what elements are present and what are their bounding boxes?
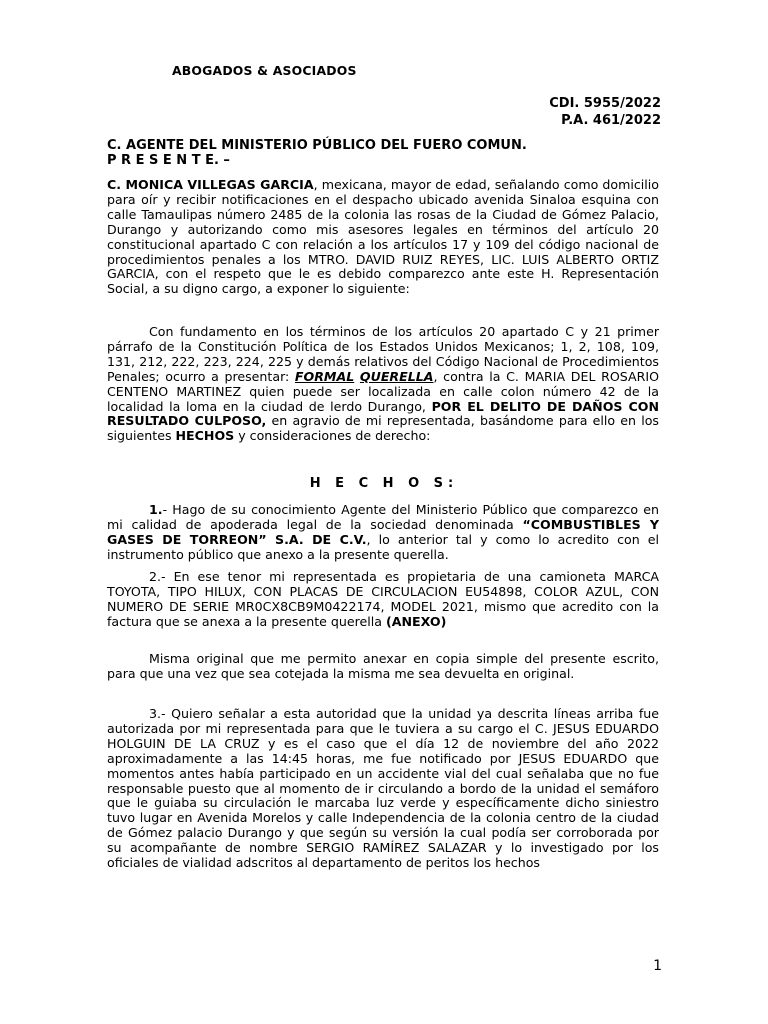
addressee-block xyxy=(107,138,659,168)
page-number: 1 xyxy=(653,958,662,974)
hecho-3-text: 3.- Quiero señalar a esta autoridad que la unidad ya descrita líneas arriba fue autorizada por mi representada para que le tuviera a su cargo el C. JESUS EDUARDO HOLGUIN DE LA CRUZ y es el caso que el día 12 de noviembre del año 2022 aproximadamente a las 14:45 horas, me fue notificado por JESUS EDUARDO que momentos antes había participado en un accidente vial del cual señalaba que no fue responsable puesto que al momento de ir circulando a bordo de la unidad el semáforo que le guiaba su circulación le marcaba luz verde y específicamente dicho siniestro tuvo lugar en Avenida Morelos y calle Independencia de la colonia centro de la ciudad de Gómez palacio Durango y que según su versión la cual podía ser corroborada por su acompañante de nombre SERGIO RAMÍREZ SALAZAR y lo investigado por los oficiales de vialidad adscritos al departamento de peritos los hechos xyxy=(107,706,659,871)
company-name: “COMBUSTIBLES Y GASES DE TORREON” S.A. DE C.V. xyxy=(107,516,659,547)
firm-header: ABOGADOS & ASOCIADOS xyxy=(172,63,357,78)
delito-text: POR EL DELITO DE DAÑOS CON RESULTADO CULPOSO, xyxy=(107,398,659,429)
hecho-1-paragraph xyxy=(107,503,659,563)
fundamento-text-1: Con fundamento en los términos de los artículos 20 apartado C y 21 primer párrafo de la Constitución Política de los Estados Unidos Mexicanos; 1, 2, 108, 109, 131, 212, 222, 223, 224, 225 y demás relativos del Código Nacional de Procedimientos Penales; ocurro a presentar: xyxy=(107,324,659,384)
fundamento-text-4: y consideraciones de derecho: xyxy=(234,428,431,444)
hecho-3-paragraph xyxy=(107,707,659,871)
hecho-2-text: 2.- En ese tenor mi representada es propietaria de una camioneta MARCA TOYOTA, TIPO HILUX, CON PLACAS DE CIRCULACION EU54898, COLOR AZUL, CON NUMERO DE SERIE MR0CX8CB9M0422174, MODEL 2021, mismo que acredito con la factura que se anexa a la presente querella xyxy=(107,569,659,629)
intro-paragraph xyxy=(107,178,659,297)
hecho-1-text-end: , lo anterior tal y como lo acredito con el instrumento público que anexo a la presente querella. xyxy=(107,531,659,562)
cdi-number: CDI. 5955/2022 xyxy=(549,96,661,111)
hecho-2-note-paragraph xyxy=(107,652,659,682)
case-references xyxy=(549,95,661,129)
hecho-1-number: 1. xyxy=(149,502,163,517)
hechos-heading: H E C H O S: xyxy=(309,476,459,491)
querella-word: QUERELLA xyxy=(359,368,434,384)
plaintiff-name: C. MONICA VILLEGAS GARCIA xyxy=(107,177,314,192)
anexo-label: (ANEXO) xyxy=(386,613,447,629)
addressee-line: C. AGENTE DEL MINISTERIO PÚBLICO DEL FUERO COMUN. xyxy=(107,138,527,153)
formal-word: FORMAL xyxy=(294,368,355,384)
hecho-2-paragraph xyxy=(107,570,659,630)
fundamento-text-2: , contra la C. MARIA DEL ROSARIO CENTENO MARTINEZ quien puede ser localizada en calle colon número 42 de la localidad la loma en la ciudad de lerdo Durango, xyxy=(107,368,659,414)
fundamento-text-3: en agravio de mi representada, basándome para ello en los siguientes xyxy=(107,413,659,444)
intro-text: , mexicana, mayor de edad, señalando como domicilio para oír y recibir notificaciones en el despacho ubicado avenida Sinaloa esquina con calle Tamaulipas número 2485 de la colonia las rosas de la Ciudad de Gómez Palacio, Durango y autorizando como mis asesores legales en términos del artículo 20 constitucional apartado C con relación a los artículos 17 y 109 del código nacional de procedimientos penales a los MTRO. DAVID RUIZ REYES, LIC. LUIS ALBERTO ORTIZ GARCIA, con el respeto que le es debido comparezco ante este H. Representación Social, a su digno cargo, a exponer lo siguiente: xyxy=(107,177,659,297)
pa-number: P.A. 461/2022 xyxy=(561,113,661,128)
hecho-2-note: Misma original que me permito anexar en copia simple del presente escrito, para que una vez que sea cotejada la misma me sea devuelta en original. xyxy=(107,651,659,681)
fundamento-paragraph xyxy=(107,325,659,444)
hecho-1-text: - Hago de su conocimiento Agente del Ministerio Público que comparezco en mi calidad de apoderada legal de la sociedad denominada xyxy=(107,502,659,532)
hechos-word: HECHOS xyxy=(175,428,235,444)
presente-line: P R E S E N T E. – xyxy=(107,153,230,168)
